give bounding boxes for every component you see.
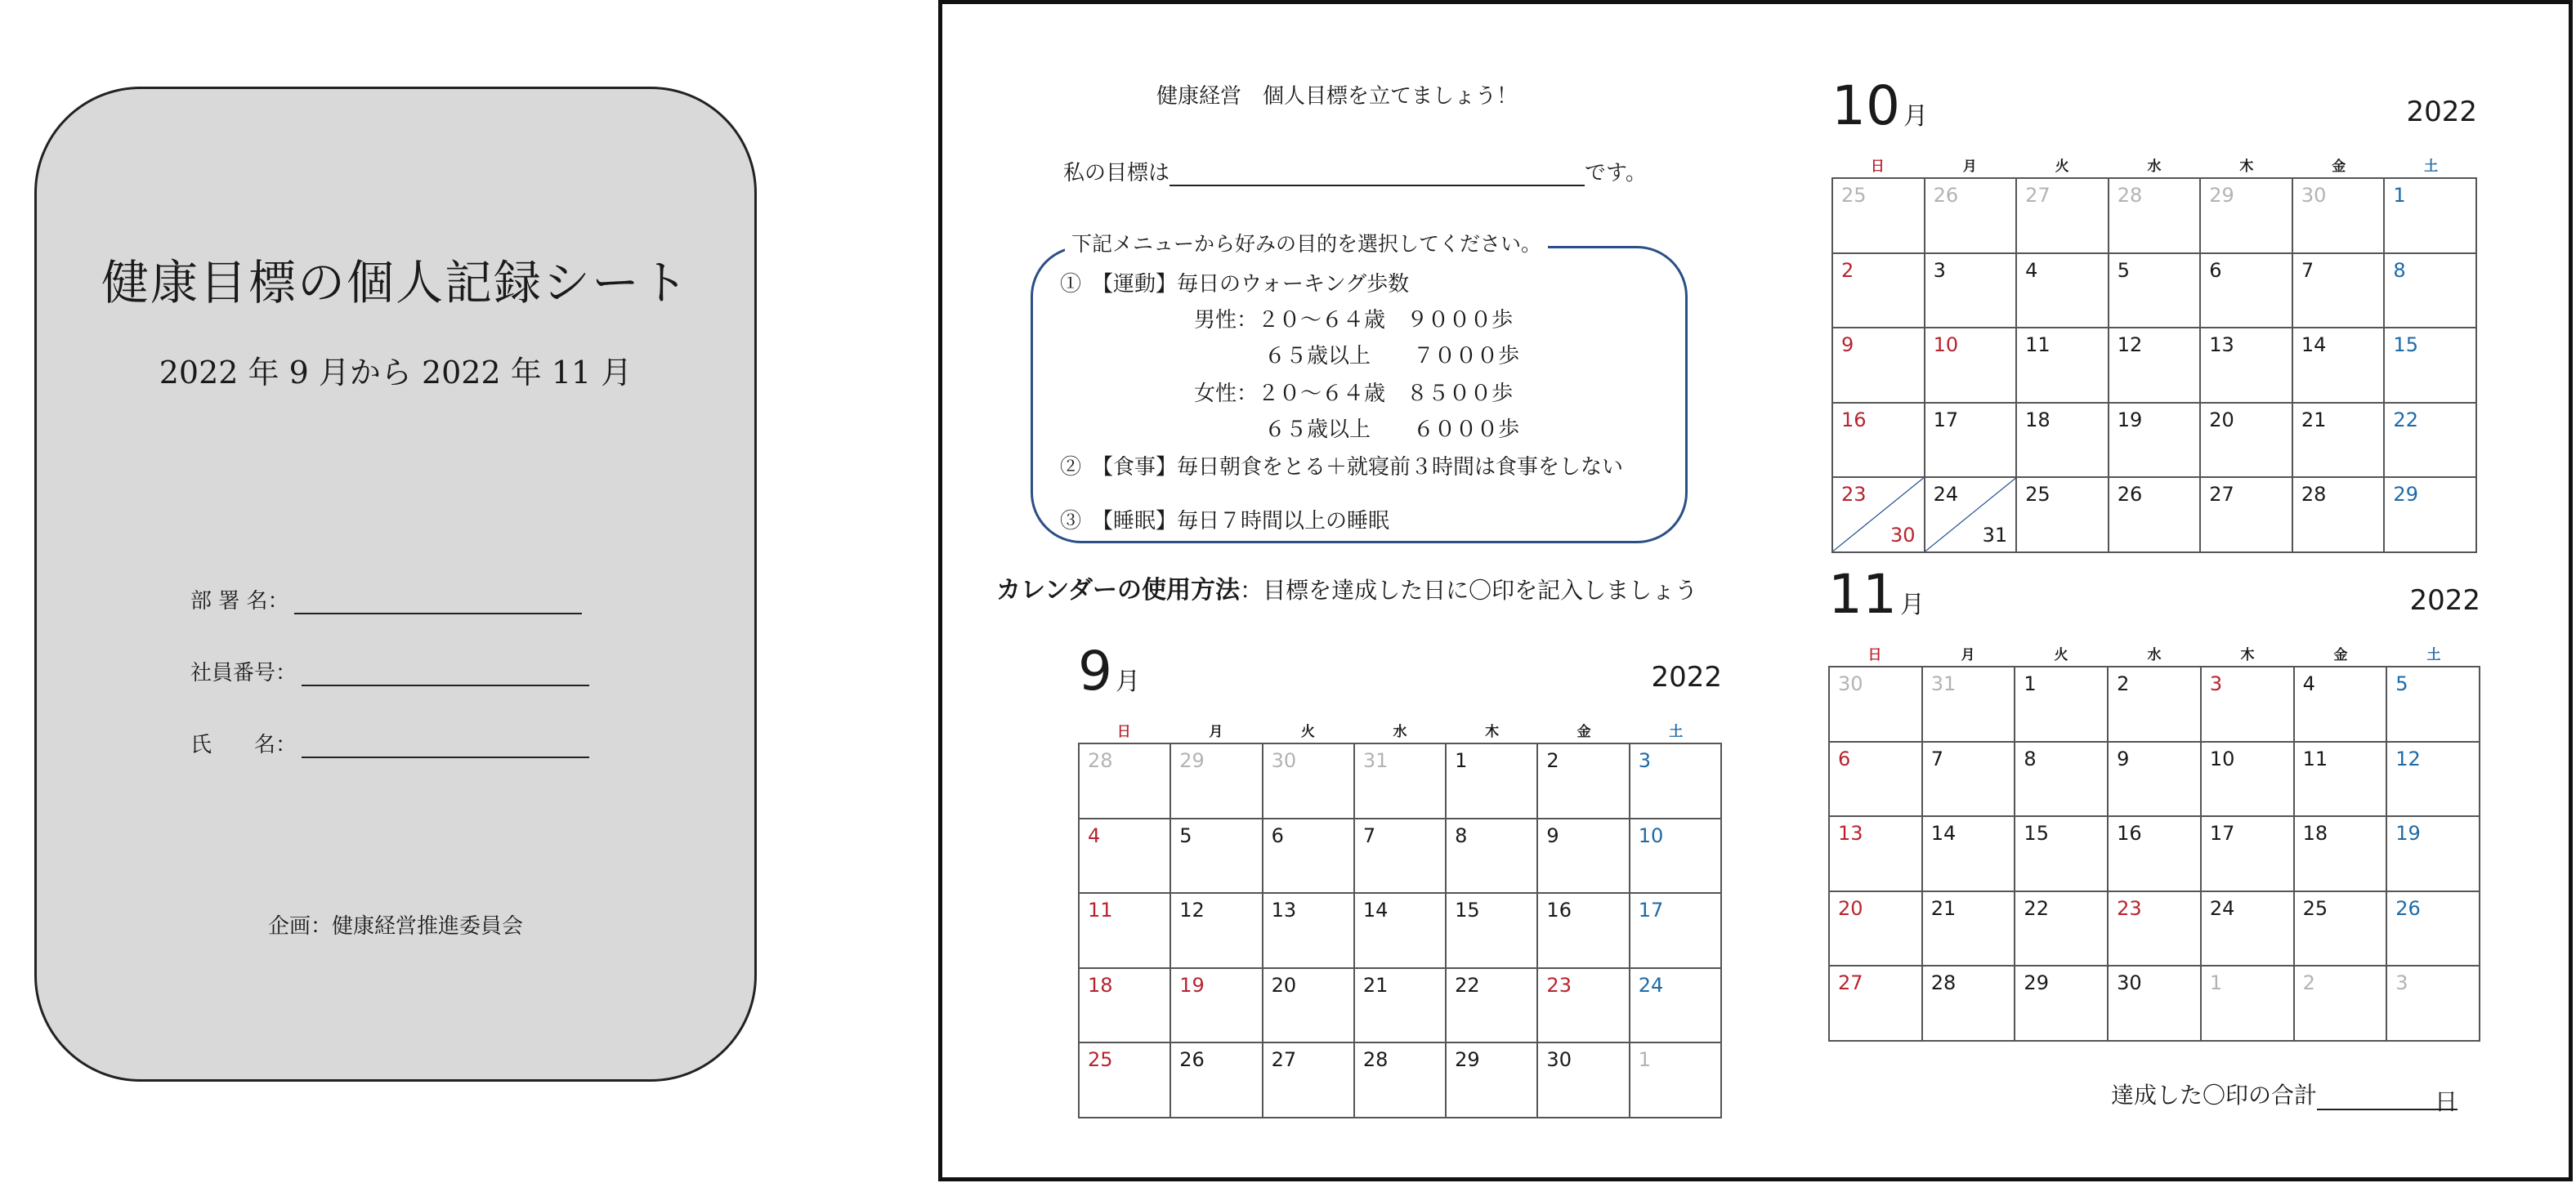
day-cell[interactable]: [1923, 667, 2016, 743]
day-number: 15: [2024, 822, 2049, 846]
weekday-label: 日: [1867, 647, 1882, 663]
day-cell[interactable]: [2387, 817, 2480, 892]
day-number: 21: [1362, 973, 1389, 997]
cover-title: 健康目標の個人記録シート: [101, 255, 690, 310]
calendar-year: 2022: [1651, 661, 1722, 694]
day-number: 17: [2209, 822, 2235, 846]
day-number: 24: [2209, 896, 2235, 920]
day-number: 27: [2025, 184, 2051, 207]
weekday-label: 木: [2239, 158, 2254, 175]
day-cell[interactable]: [2201, 254, 2293, 329]
menu-sleep: ③ 【睡眠】毎日７時間以上の睡眠: [1060, 509, 1390, 533]
day-number: 24: [1933, 483, 1959, 507]
cover-card: [34, 87, 757, 1082]
month-number: 10 月: [1831, 74, 1928, 137]
day-number: 3: [1638, 749, 1651, 772]
day-cell[interactable]: [1923, 817, 2016, 892]
day-number: 16: [2117, 822, 2142, 846]
day-number: 6: [2209, 258, 2222, 282]
day-number: 16: [1841, 408, 1867, 431]
day-number: 10: [2209, 747, 2235, 770]
day-number: 9: [1546, 824, 1559, 847]
weekday-label: 木: [2240, 647, 2255, 663]
day-number: 20: [1271, 973, 1297, 997]
day-cell[interactable]: [2387, 966, 2480, 1042]
day-cell[interactable]: [2385, 254, 2477, 329]
day-cell[interactable]: [2201, 328, 2293, 404]
day-cell[interactable]: [1538, 744, 1630, 819]
weekday-label: 水: [2147, 158, 2162, 175]
day-number: 5: [2395, 672, 2408, 695]
day-number: 12: [2395, 747, 2421, 770]
day-cell[interactable]: [1630, 744, 1722, 819]
day-cell[interactable]: [2017, 328, 2109, 404]
day-number: 11: [1088, 899, 1113, 922]
day-number: 30: [1890, 523, 1916, 547]
day-cell[interactable]: [1830, 743, 1923, 818]
calendar-grid: [1831, 177, 2477, 553]
department-label: 部 署 名：: [190, 589, 289, 614]
day-cell[interactable]: [1171, 894, 1263, 969]
day-number: 28: [1362, 1048, 1389, 1072]
day-number: 12: [2117, 333, 2143, 357]
day-cell[interactable]: [2109, 892, 2202, 967]
day-number: 19: [2395, 822, 2421, 846]
day-number: 4: [2302, 672, 2315, 695]
day-cell[interactable]: [1447, 1043, 1538, 1118]
weekday-label: 火: [1300, 724, 1315, 740]
menu-exercise-female-1: 女性：２０～６４歳 ８５００歩: [1194, 382, 1514, 406]
weekday-label: 土: [1669, 724, 1684, 740]
calendar-november: [1828, 563, 2480, 1043]
day-number: 22: [1455, 973, 1480, 997]
day-number: 25: [2025, 483, 2051, 507]
day-number: 30: [1271, 749, 1297, 772]
day-cell[interactable]: [1447, 819, 1538, 895]
day-cell[interactable]: [1080, 969, 1171, 1044]
day-number: 18: [1088, 973, 1113, 997]
day-cell[interactable]: [2015, 667, 2109, 743]
day-cell[interactable]: [1630, 969, 1722, 1044]
day-cell[interactable]: [2293, 404, 2386, 479]
day-number: 31: [1362, 749, 1389, 772]
weekday-header: [1078, 720, 1722, 740]
day-cell[interactable]: [2109, 817, 2202, 892]
day-cell[interactable]: [2385, 179, 2477, 254]
day-number: 28: [2117, 184, 2143, 207]
day-cell[interactable]: [1923, 743, 2016, 818]
day-number: 8: [2393, 258, 2406, 282]
day-cell[interactable]: [1171, 1043, 1263, 1118]
day-cell[interactable]: [2295, 892, 2388, 967]
day-cell[interactable]: [1355, 1043, 1447, 1118]
day-number: 1: [1455, 749, 1468, 772]
day-cell[interactable]: [1630, 894, 1722, 969]
calendar-usage: [996, 569, 1697, 605]
day-cell[interactable]: [1925, 254, 2018, 329]
calendar-september: [1078, 640, 1722, 1120]
day-cell[interactable]: [1923, 966, 2016, 1042]
day-cell[interactable]: [2385, 404, 2477, 479]
day-number: 27: [1838, 971, 1863, 995]
day-cell[interactable]: [2385, 478, 2477, 553]
day-number: 9: [2117, 747, 2130, 770]
employee-number-label: 社員番号：: [190, 661, 297, 685]
weekday-label: 月: [1962, 158, 1977, 175]
weekday-header: [1831, 154, 2477, 175]
day-cell[interactable]: [2385, 328, 2477, 404]
day-cell[interactable]: [1833, 254, 1925, 329]
day-number: 27: [2209, 483, 2234, 507]
day-cell[interactable]: [2015, 743, 2109, 818]
day-number: 8: [1455, 824, 1468, 847]
day-cell[interactable]: [1263, 894, 1355, 969]
day-number: 14: [1362, 899, 1389, 922]
day-number: 1: [2209, 971, 2223, 995]
weekday-label: 日: [1116, 724, 1131, 740]
weekday-label: 木: [1485, 724, 1500, 740]
day-number: 10: [1638, 824, 1664, 847]
day-number: 31: [1982, 523, 2008, 547]
day-number: 30: [1546, 1048, 1572, 1072]
day-number: 22: [2024, 896, 2049, 920]
goal-prefix: 私の目標は: [1063, 161, 1170, 185]
weekday-label: 水: [1393, 724, 1407, 740]
day-number: 4: [2025, 258, 2038, 282]
day-number: 6: [1838, 747, 1851, 770]
weekday-label: 土: [2426, 647, 2441, 663]
day-cell[interactable]: [1833, 478, 1925, 553]
day-cell[interactable]: [2109, 328, 2202, 404]
day-cell[interactable]: [2202, 966, 2295, 1042]
day-number: 22: [2393, 408, 2418, 431]
day-number: 23: [2117, 896, 2142, 920]
day-cell[interactable]: [1923, 892, 2016, 967]
cover-period: 2022 年 9 月から 2022 年 11 月: [159, 355, 633, 391]
day-cell[interactable]: [1830, 667, 1923, 743]
day-number: 19: [2117, 408, 2143, 431]
day-cell[interactable]: [2201, 179, 2293, 254]
day-cell[interactable]: [2017, 478, 2109, 553]
day-cell[interactable]: [1171, 819, 1263, 895]
day-cell[interactable]: [2201, 478, 2293, 553]
weekday-label: 月: [1209, 724, 1223, 740]
day-cell[interactable]: [1355, 744, 1447, 819]
day-cell[interactable]: [1080, 744, 1171, 819]
day-number: 13: [2209, 333, 2234, 357]
day-cell[interactable]: [2015, 966, 2109, 1042]
day-cell[interactable]: [1538, 894, 1630, 969]
day-number: 1: [2393, 184, 2406, 207]
day-cell[interactable]: [2295, 966, 2388, 1042]
day-cell[interactable]: [2109, 254, 2202, 329]
day-number: 7: [1362, 824, 1376, 847]
name-input-line[interactable]: [302, 732, 589, 758]
day-cell[interactable]: [2015, 892, 2109, 967]
day-number: 4: [1088, 824, 1101, 847]
day-cell[interactable]: [1925, 328, 2018, 404]
achievement-total: [2111, 1078, 2458, 1115]
day-number: 20: [1838, 896, 1863, 920]
day-number: 6: [1271, 824, 1284, 847]
day-number: 9: [1841, 333, 1854, 357]
day-number: 25: [1841, 184, 1867, 207]
day-cell[interactable]: [1630, 1043, 1722, 1118]
day-cell[interactable]: [2109, 404, 2202, 479]
day-number: 1: [2024, 672, 2037, 695]
day-number: 31: [1930, 672, 1957, 695]
day-number: 27: [1271, 1048, 1297, 1072]
day-cell[interactable]: [2109, 179, 2202, 254]
weekday-label: 土: [2424, 158, 2439, 175]
day-cell[interactable]: [1263, 819, 1355, 895]
total-label: 達成した〇印の合計: [2111, 1082, 2318, 1109]
month-number: 9 月: [1078, 640, 1140, 703]
day-cell[interactable]: [1355, 894, 1447, 969]
day-cell[interactable]: [1833, 404, 1925, 479]
day-cell[interactable]: [2293, 179, 2386, 254]
weekday-label: 金: [1576, 724, 1591, 740]
day-cell[interactable]: [1080, 1043, 1171, 1118]
day-number: 3: [1933, 258, 1946, 282]
menu-diet: ② 【食事】毎日朝食をとる＋就寝前３時間は食事をしない: [1060, 455, 1624, 480]
weekday-label: 水: [2147, 647, 2162, 663]
day-cell[interactable]: [2293, 328, 2386, 404]
day-cell[interactable]: [1263, 969, 1355, 1044]
day-cell[interactable]: [1630, 819, 1722, 895]
department-field: [190, 584, 582, 614]
day-number: 29: [2393, 483, 2418, 507]
day-number: 13: [1271, 899, 1297, 922]
day-number: 5: [2117, 258, 2130, 282]
day-number: 17: [1638, 899, 1664, 922]
day-number: 3: [2209, 672, 2223, 695]
day-number: 23: [1841, 483, 1867, 507]
day-number: 5: [1179, 824, 1192, 847]
day-cell[interactable]: [2109, 966, 2202, 1042]
day-cell[interactable]: [1925, 404, 2018, 479]
day-number: 26: [1179, 1048, 1205, 1072]
day-number: 29: [1179, 749, 1205, 772]
day-number: 26: [1933, 184, 1959, 207]
name-label: 氏 名：: [190, 733, 297, 757]
goal-statement: [1063, 156, 1647, 186]
menu-caption: 下記メニューから好みの目的を選択してください。: [1065, 228, 1548, 257]
day-number: 21: [1930, 896, 1957, 920]
goal-suffix: です。: [1585, 161, 1647, 185]
day-cell[interactable]: [1833, 179, 1925, 254]
day-cell[interactable]: [1925, 478, 2018, 553]
day-number: 15: [2393, 333, 2418, 357]
day-cell[interactable]: [1447, 894, 1538, 969]
day-cell[interactable]: [2295, 817, 2388, 892]
day-number: 25: [1088, 1048, 1113, 1072]
day-cell[interactable]: [1080, 819, 1171, 895]
day-cell[interactable]: [2017, 404, 2109, 479]
day-cell[interactable]: [1263, 744, 1355, 819]
day-number: 13: [1838, 822, 1863, 846]
day-number: 14: [2301, 333, 2327, 357]
day-number: 20: [2209, 408, 2234, 431]
day-cell[interactable]: [2387, 743, 2480, 818]
day-number: 8: [2024, 747, 2037, 770]
usage-title: カレンダーの使用方法: [996, 576, 1241, 605]
day-number: 16: [1546, 899, 1572, 922]
department-input-line[interactable]: [294, 588, 582, 614]
day-cell[interactable]: [2295, 743, 2388, 818]
menu-exercise-female-2: ６５歳以上 ６０００歩: [1264, 417, 1520, 442]
day-number: 2: [1841, 258, 1854, 282]
day-cell[interactable]: [2202, 743, 2295, 818]
day-number: 10: [1933, 333, 1959, 357]
day-number: 23: [1546, 973, 1572, 997]
day-cell[interactable]: [2017, 254, 2109, 329]
day-cell[interactable]: [2293, 478, 2386, 553]
day-number: 28: [1930, 971, 1957, 995]
day-cell[interactable]: [1447, 744, 1538, 819]
employee-number-field: [190, 656, 589, 686]
employee-number-input-line[interactable]: [302, 660, 589, 686]
day-cell[interactable]: [1263, 1043, 1355, 1118]
day-cell[interactable]: [2201, 404, 2293, 479]
calendar-year: 2022: [2409, 584, 2480, 617]
day-cell[interactable]: [2295, 667, 2388, 743]
day-number: 12: [1179, 899, 1205, 922]
day-cell[interactable]: [1830, 817, 1923, 892]
day-number: 15: [1455, 899, 1480, 922]
day-number: 2: [2117, 672, 2130, 695]
day-number: 28: [2301, 483, 2327, 507]
day-number: 17: [1933, 408, 1959, 431]
weekday-label: 月: [1961, 647, 1975, 663]
day-number: 29: [2024, 971, 2049, 995]
day-cell[interactable]: [1447, 969, 1538, 1044]
day-number: 11: [2302, 747, 2328, 770]
day-cell[interactable]: [1538, 969, 1630, 1044]
day-cell[interactable]: [2109, 743, 2202, 818]
day-cell[interactable]: [2202, 892, 2295, 967]
day-cell[interactable]: [1538, 1043, 1630, 1118]
day-number: 7: [1930, 747, 1943, 770]
day-cell[interactable]: [2109, 478, 2202, 553]
day-number: 26: [2395, 896, 2421, 920]
weekday-header: [1828, 643, 2480, 663]
day-number: 11: [2025, 333, 2051, 357]
month-number: 11 月: [1828, 563, 1925, 626]
day-number: 25: [2302, 896, 2328, 920]
record-sheet: [938, 0, 2573, 1181]
day-cell[interactable]: [1538, 819, 1630, 895]
day-cell[interactable]: [1355, 819, 1447, 895]
day-cell[interactable]: [1830, 966, 1923, 1042]
day-cell[interactable]: [1830, 892, 1923, 967]
day-number: 26: [2117, 483, 2143, 507]
cover-planner: 企画：健康経営推進委員会: [267, 914, 523, 939]
menu-exercise-male-1: 男性：２０～６４歳 ９０００歩: [1194, 308, 1514, 333]
sheet-headline: 健康経営 個人目標を立てましょう！: [1156, 84, 1518, 109]
day-cell[interactable]: [2202, 817, 2295, 892]
day-number: 24: [1638, 973, 1664, 997]
day-number: 28: [1088, 749, 1113, 772]
day-number: 29: [1455, 1048, 1480, 1072]
day-cell[interactable]: [2387, 892, 2480, 967]
calendar-grid: [1078, 743, 1722, 1118]
day-number: 14: [1930, 822, 1957, 846]
day-cell[interactable]: [1925, 179, 2018, 254]
day-cell[interactable]: [2293, 254, 2386, 329]
day-number: 30: [2117, 971, 2142, 995]
weekday-label: 火: [2055, 158, 2069, 175]
calendar-year: 2022: [2406, 96, 2477, 128]
day-cell[interactable]: [1355, 969, 1447, 1044]
day-number: 2: [2302, 971, 2315, 995]
day-cell[interactable]: [1833, 328, 1925, 404]
day-number: 2: [1546, 749, 1559, 772]
total-input-line[interactable]: [2317, 1084, 2458, 1115]
total-unit: 日: [2435, 1088, 2458, 1115]
day-number: 21: [2301, 408, 2327, 431]
day-number: 1: [1638, 1048, 1651, 1072]
day-number: 30: [2301, 184, 2327, 207]
calendar-grid: [1828, 666, 2480, 1042]
weekday-label: 日: [1870, 158, 1885, 175]
day-cell[interactable]: [1171, 744, 1263, 819]
day-number: 7: [2301, 258, 2314, 282]
day-number: 18: [2302, 822, 2328, 846]
weekday-label: 金: [2332, 158, 2346, 175]
weekday-label: 金: [2333, 647, 2348, 663]
day-cell[interactable]: [2015, 817, 2109, 892]
day-cell[interactable]: [2387, 667, 2480, 743]
day-cell[interactable]: [1080, 894, 1171, 969]
day-number: 19: [1179, 973, 1205, 997]
day-number: 3: [2395, 971, 2408, 995]
name-field: [190, 728, 589, 758]
day-number: 29: [2209, 184, 2234, 207]
day-number: 18: [2025, 408, 2051, 431]
day-cell[interactable]: [2109, 667, 2202, 743]
day-cell[interactable]: [2017, 179, 2109, 254]
day-number: 30: [1838, 672, 1863, 695]
usage-text: ：目標を達成した日に〇印を記入しましょう: [1240, 577, 1698, 604]
menu-exercise-male-2: ６５歳以上 ７０００歩: [1264, 344, 1520, 368]
menu-exercise: ① 【運動】毎日のウォーキング歩数: [1060, 272, 1410, 297]
calendar-october: [1831, 74, 2477, 555]
day-cell[interactable]: [2202, 667, 2295, 743]
weekday-label: 火: [2054, 647, 2068, 663]
day-cell[interactable]: [1171, 969, 1263, 1044]
goal-input-line[interactable]: [1169, 162, 1585, 186]
